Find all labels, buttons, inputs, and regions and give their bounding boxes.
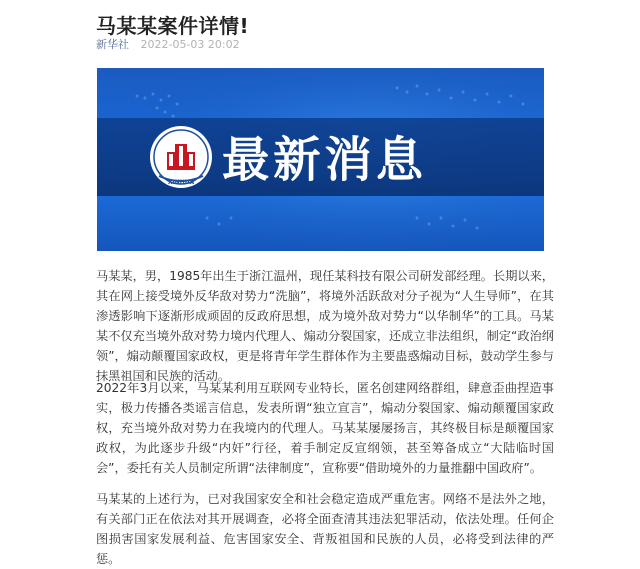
paragraph-3: 马某某的上述行为，已对我国家安全和社会稳定造成严重危害。网络不是法外之地，有关部门正在依法对其开展调查，必将全面查清其违法犯罪活动，依法处理。任何企图损害国家发展利益、危害国家安全、背叛祖国和民族的人员，必将受到法律的严惩。 bbox=[96, 492, 554, 566]
publish-time: 2022-05-03 20:02 bbox=[140, 38, 240, 51]
article-title: 马某某案件详情! bbox=[96, 14, 250, 38]
banner-graphic bbox=[97, 68, 544, 251]
paragraph-2: 2022年3月以来，马某某利用互联网专业特长，匿名创建网络群组，肆意歪曲捏造事实，极力传播各类谣言信息，发表所谓“独立宣言”，煽动分裂国家、煽动颠覆国家政权，充当境外敌对势力在我境内的代理人。马某某屡屡扬言，其终极目标是颠覆国家政权，为此逐步升级“内奸”行径，着手制定反宣纲领，甚至筹备成立“大陆临时国会”，委托有关人员制定所谓“法律制度”，宣称要“借助境外的力量推翻中国政府”。 bbox=[96, 381, 554, 475]
paragraph-1: 马某某，男，1985年出生于浙江温州，现任某科技有限公司研发部经理。长期以来，其在网上接受境外反华敌对势力“洗脑”，将境外活跃敌对分子视为“人生导师”，在其渗透影响下逐渐形成顽固的反政府思想，成为境外敌对势力“以华制华”的工具。马某某不仅充当境外敌对势力境内代理人、煽动分裂国家，还成立非法组织，制定“政治纲领”，煽动颠覆国家政权，更是将青年学生群体作为主要蛊惑煽动目标，鼓动学生参与抹黑祖国和民族的活动。 bbox=[96, 269, 554, 383]
article-meta bbox=[96, 36, 240, 52]
svg-text:XINHUA: XINHUA bbox=[167, 179, 195, 186]
news-banner-image bbox=[97, 68, 544, 251]
source-link[interactable]: 新华社 bbox=[96, 38, 129, 51]
banner-headline: 最新消息 bbox=[222, 132, 427, 188]
xinhua-logo-icon bbox=[150, 126, 212, 188]
